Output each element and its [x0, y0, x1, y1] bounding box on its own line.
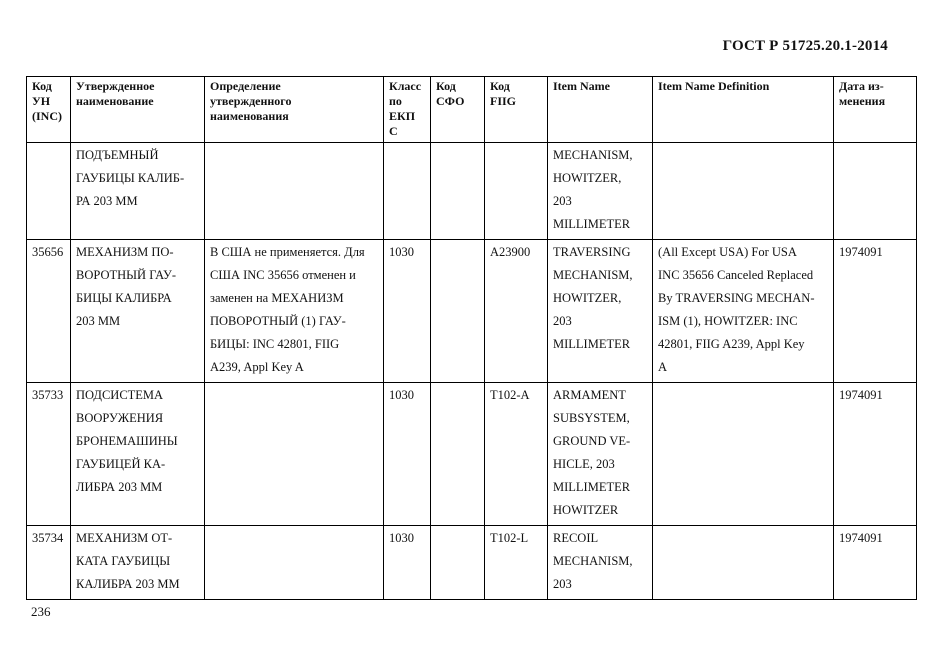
header-text-line: Класс	[389, 79, 422, 93]
header-text-line: наименования	[210, 109, 289, 123]
page-number: 236	[31, 604, 51, 619]
header-text-line: FIIG	[490, 94, 517, 108]
table-row	[27, 383, 917, 526]
table-row	[27, 240, 917, 383]
cell-text-line: HICLE, 203	[553, 457, 615, 471]
cell-text-line: 35733	[32, 388, 64, 402]
cell-text-line: МЕХАНИЗМ ПО-	[76, 245, 174, 259]
header-text-line: УН	[32, 94, 51, 108]
cell-text-line: INC 35656 Canceled Replaced	[658, 268, 814, 282]
cell-text-line: ARMAMENT	[553, 388, 626, 402]
fiig-cell	[485, 143, 548, 240]
cell-text-line: БИЦЫ КАЛИБРА	[76, 291, 172, 305]
item-name-cell	[548, 240, 653, 383]
change-date-cell	[834, 240, 917, 383]
fiig-cell	[485, 240, 548, 383]
inc-cell	[27, 383, 71, 526]
class-cell	[384, 383, 431, 526]
cell-text-line: ISM (1), HOWITZER: INC	[658, 314, 798, 328]
cell-text-line: HOWITZER,	[553, 291, 622, 305]
item-name-cell	[548, 143, 653, 240]
header-text-line: утвержденного	[210, 94, 292, 108]
cell-text-line: 42801, FIIG A239, Appl Key	[658, 337, 805, 351]
approved-name-cell	[71, 143, 205, 240]
col-sfo-header	[431, 77, 485, 143]
cell-text-line: 35656	[32, 245, 64, 259]
inc-cell	[27, 143, 71, 240]
cell-text-line: 1974091	[839, 388, 883, 402]
approved-name-cell	[71, 383, 205, 526]
cell-text-line: ПОДЪЕМНЫЙ	[76, 148, 159, 162]
col-definition-header	[205, 77, 384, 143]
change-date-cell	[834, 143, 917, 240]
change-date-cell	[834, 383, 917, 526]
cell-text-line: MECHANISM,	[553, 554, 633, 568]
cell-text-line: MECHANISM,	[553, 148, 633, 162]
col-fiig-header	[485, 77, 548, 143]
header-text-line: СФО	[436, 94, 465, 108]
cell-text-line: MILLIMETER	[553, 337, 631, 351]
sfo-cell	[431, 383, 485, 526]
header-text-line: наименование	[76, 94, 154, 108]
definition-cell	[205, 240, 384, 383]
cell-text-line: T102-L	[490, 531, 529, 545]
table-header-row	[27, 77, 917, 143]
cell-text-line: ЛИБРА 203 ММ	[76, 480, 163, 494]
table-row	[27, 526, 917, 600]
cell-text-line: ПОВОРОТНЫЙ (1) ГАУ-	[210, 314, 346, 328]
cell-text-line: A	[658, 360, 668, 374]
item-name-definition-cell	[653, 383, 834, 526]
table-row	[27, 143, 917, 240]
cell-text-line: заменен на МЕХАНИЗМ	[210, 291, 344, 305]
cell-text-line: ВООРУЖЕНИЯ	[76, 411, 164, 425]
cell-text-line: (All Except USA) For USA	[658, 245, 797, 259]
cell-text-line: TRAVERSING	[553, 245, 631, 259]
cell-text-line: MILLIMETER	[553, 480, 631, 494]
table-body	[27, 143, 917, 600]
item-name-cell	[548, 526, 653, 600]
class-cell	[384, 526, 431, 600]
cell-text-line: ПОДСИСТЕМА	[76, 388, 164, 402]
cell-text-line: 1030	[389, 388, 414, 402]
item-name-definition-cell	[653, 240, 834, 383]
item-name-cell	[548, 383, 653, 526]
cell-text-line: КАТА ГАУБИЦЫ	[76, 554, 171, 568]
cell-text-line: 1974091	[839, 531, 883, 545]
cell-text-line: РА 203 ММ	[76, 194, 138, 208]
item-name-definition-cell	[653, 526, 834, 600]
cell-text-line: 1030	[389, 531, 414, 545]
approved-name-cell	[71, 240, 205, 383]
header-text-line: Определение	[210, 79, 281, 93]
cell-text-line: A239, Appl Key A	[210, 360, 304, 374]
col-approved-name-header	[71, 77, 205, 143]
catalog-table	[26, 76, 917, 600]
fiig-cell	[485, 526, 548, 600]
cell-text-line: США INC 35656 отменен и	[210, 268, 356, 282]
cell-text-line: БИЦЫ: INC 42801, FIIG	[210, 337, 340, 351]
sfo-cell	[431, 526, 485, 600]
cell-text-line: ГАУБИЦЫ КАЛИБ-	[76, 171, 185, 185]
cell-text-line: 35734	[32, 531, 64, 545]
cell-text-line: ГАУБИЦЕЙ КА-	[76, 457, 166, 471]
change-date-cell	[834, 526, 917, 600]
header-text-line: Item Name Definition	[658, 79, 770, 93]
col-change-date-header	[834, 77, 917, 143]
document-standard-header: ГОСТ Р 51725.20.1-2014	[722, 38, 888, 54]
header-text-line: ЕКП	[389, 109, 416, 123]
cell-text-line: 1030	[389, 245, 414, 259]
col-class-header	[384, 77, 431, 143]
cell-text-line: GROUND VE-	[553, 434, 631, 448]
cell-text-line: By TRAVERSING MECHAN-	[658, 291, 815, 305]
cell-text-line: HOWITZER	[553, 503, 619, 517]
cell-text-line: MECHANISM,	[553, 268, 633, 282]
header-text-line: (INC)	[32, 109, 62, 123]
definition-cell	[205, 383, 384, 526]
cell-text-line: МЕХАНИЗМ ОТ-	[76, 531, 173, 545]
cell-text-line: В США не применяется. Для	[210, 245, 365, 259]
cell-text-line: 203	[553, 314, 572, 328]
col-item-name-definition-header	[653, 77, 834, 143]
cell-text-line: 203	[553, 194, 572, 208]
class-cell	[384, 143, 431, 240]
header-text-line: менения	[839, 94, 886, 108]
cell-text-line: HOWITZER,	[553, 171, 622, 185]
header-text-line: Код	[490, 79, 510, 93]
cell-text-line: БРОНЕМАШИНЫ	[76, 434, 178, 448]
header-text-line: Утвержденное	[76, 79, 155, 93]
header-text-line: по	[389, 94, 402, 108]
header-text-line: Дата из-	[839, 79, 884, 93]
cell-text-line: SUBSYSTEM,	[553, 411, 630, 425]
col-item-name-header	[548, 77, 653, 143]
fiig-cell	[485, 383, 548, 526]
header-text-line: Item Name	[553, 79, 610, 93]
approved-name-cell	[71, 526, 205, 600]
cell-text-line: 203	[553, 577, 572, 591]
sfo-cell	[431, 143, 485, 240]
cell-text-line: A23900	[490, 245, 531, 259]
cell-text-line: ВОРОТНЫЙ ГАУ-	[76, 268, 177, 282]
sfo-cell	[431, 240, 485, 383]
item-name-definition-cell	[653, 143, 834, 240]
header-text-line: С	[389, 124, 398, 138]
col-inc-header	[27, 77, 71, 143]
inc-cell	[27, 240, 71, 383]
cell-text-line: КАЛИБРА 203 ММ	[76, 577, 180, 591]
inc-cell	[27, 526, 71, 600]
cell-text-line: T102-A	[490, 388, 530, 402]
cell-text-line: MILLIMETER	[553, 217, 631, 231]
cell-text-line: 1974091	[839, 245, 883, 259]
cell-text-line: 203 ММ	[76, 314, 121, 328]
class-cell	[384, 240, 431, 383]
header-text-line: Код	[436, 79, 456, 93]
definition-cell	[205, 143, 384, 240]
cell-text-line: RECOIL	[553, 531, 599, 545]
header-text-line: Код	[32, 79, 52, 93]
definition-cell	[205, 526, 384, 600]
